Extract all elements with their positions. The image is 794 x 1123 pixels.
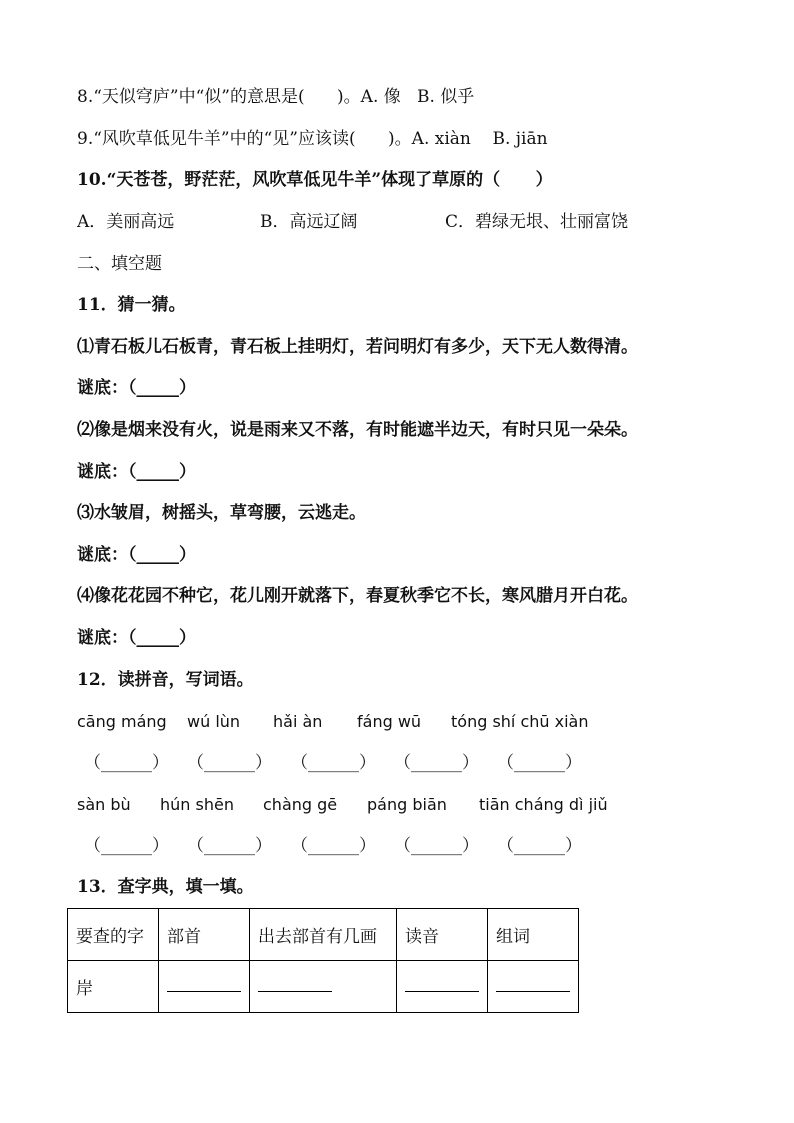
answer-blank[interactable]: （______）: [497, 836, 582, 856]
riddle-answer-3: 谜底：（_____）: [77, 545, 196, 565]
question-11: 11．猜一猜。: [77, 295, 186, 315]
table-cell-blank[interactable]: [397, 961, 488, 1013]
pinyin: fáng wū: [357, 712, 422, 731]
fill-line[interactable]: [496, 981, 570, 992]
riddle-1: ⑴青石板儿石板青，青石板上挂明灯，若问明灯有多少，天下无人数得清。: [77, 337, 638, 357]
answer-blank[interactable]: （______）: [394, 753, 479, 773]
table-header-row: [68, 909, 579, 961]
table-header: 出去部首有几画: [250, 909, 397, 961]
pinyin: sàn bù: [77, 795, 131, 814]
table-header: 要查的字: [68, 909, 159, 961]
pinyin: chàng gē: [263, 795, 338, 814]
answer-blank[interactable]: （______）: [291, 753, 376, 773]
riddle-answer-4: 谜底：（_____）: [77, 628, 196, 648]
pinyin: tiān cháng dì jiǔ: [479, 795, 608, 814]
table-header: 组词: [488, 909, 579, 961]
answer-blank[interactable]: （______）: [394, 836, 479, 856]
question-13: 13．查字典，填一填。: [77, 877, 254, 897]
pinyin: hún shēn: [160, 795, 234, 814]
table-cell-blank[interactable]: [159, 961, 250, 1013]
pinyin: wú lùn: [187, 712, 241, 731]
option-a: A．美丽高远: [77, 212, 175, 232]
riddle-answer-1: 谜底：（_____）: [77, 378, 196, 398]
answer-blank[interactable]: （______）: [84, 836, 169, 856]
option-b: B．高远辽阔: [260, 212, 358, 232]
table-cell-blank[interactable]: [250, 961, 397, 1013]
question-8: 8.“天似穹庐”中“似”的意思是( )。A. 像 B. 似乎: [77, 87, 475, 107]
question-10: 10.“天苍苍，野茫茫，风吹草低见牛羊”体现了草原的（ ）: [77, 170, 553, 190]
table-cell-blank[interactable]: [488, 961, 579, 1013]
fill-line[interactable]: [167, 981, 241, 992]
riddle-4: ⑷像花花园不种它，花儿刚开就落下，春夏秋季它不长，寒风腊月开白花。: [77, 586, 638, 606]
pinyin: tóng shí chū xiàn: [451, 712, 589, 731]
answer-blank[interactable]: （______）: [84, 753, 169, 773]
pinyin: hǎi àn: [273, 712, 323, 731]
table-cell-char: 岸: [68, 961, 159, 1013]
answer-blank[interactable]: （______）: [497, 753, 582, 773]
fill-line[interactable]: [258, 981, 332, 992]
table-row: [68, 961, 579, 1013]
question-9: 9.“风吹草低见牛羊”中的“见”应该读( )。A. xiàn B. jiān: [77, 129, 548, 149]
riddle-answer-2: 谜底：（_____）: [77, 462, 196, 482]
answer-blank[interactable]: （______）: [187, 753, 272, 773]
answer-blank[interactable]: （______）: [291, 836, 376, 856]
pinyin: cāng máng: [77, 712, 167, 731]
option-c: C．碧绿无垠、壮丽富饶: [445, 212, 629, 232]
riddle-2: ⑵像是烟来没有火，说是雨来又不落，有时能遮半边天，有时只见一朵朵。: [77, 420, 638, 440]
question-12: 12．读拼音，写词语。: [77, 670, 254, 690]
table-header: 读音: [397, 909, 488, 961]
dictionary-table: [67, 908, 579, 1013]
answer-blank[interactable]: （______）: [187, 836, 272, 856]
pinyin: páng biān: [367, 795, 447, 814]
section-title: 二、填空题: [77, 254, 162, 274]
table-header: 部首: [159, 909, 250, 961]
fill-line[interactable]: [405, 981, 479, 992]
riddle-3: ⑶水皱眉，树摇头，草弯腰，云逃走。: [77, 503, 366, 523]
